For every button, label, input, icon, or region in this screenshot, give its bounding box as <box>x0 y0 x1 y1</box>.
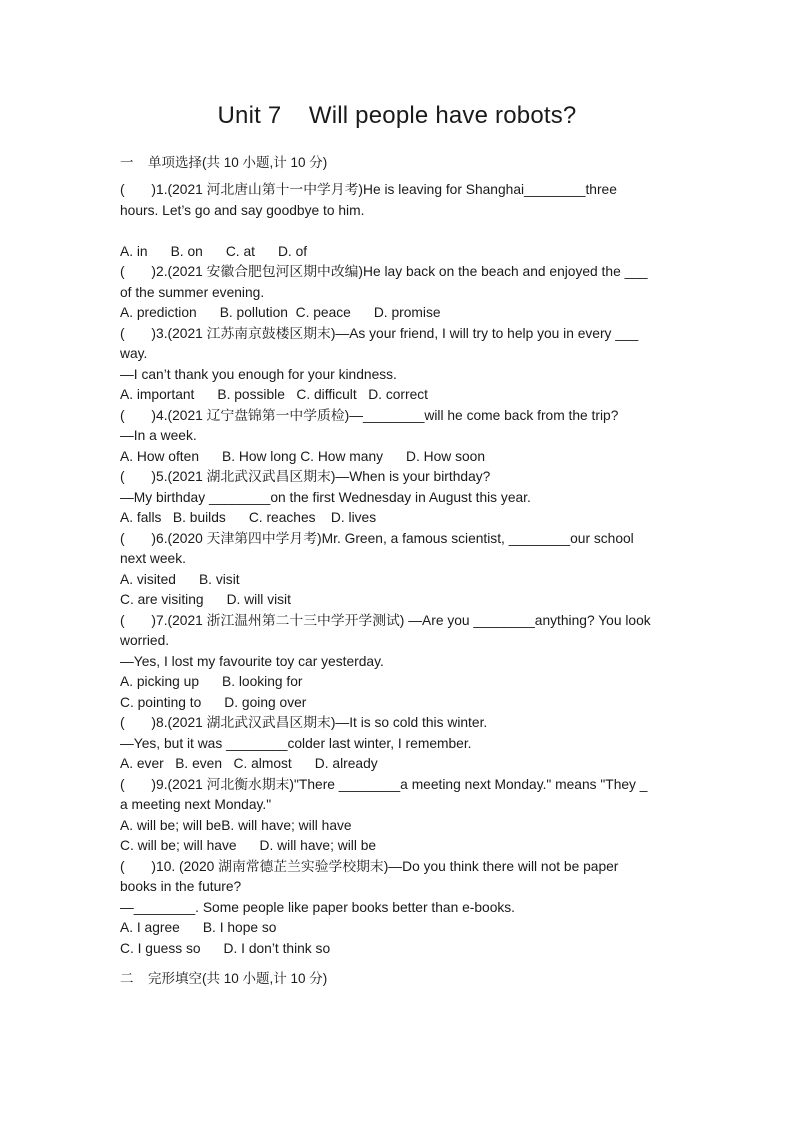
answer-options: A. prediction B. pollution C. peace D. promise <box>120 305 441 320</box>
answer-options: A. picking up B. looking for <box>120 674 303 689</box>
answer-options: A. How often B. How long C. How many D. How soon <box>120 448 485 464</box>
question-stem: ( )7.(2021 浙江温州第二十三中学开学测试) —Are you ________anything? You look <box>120 612 651 628</box>
answer-options: A. will be; will beB. will have; will have <box>120 817 352 833</box>
question-list <box>120 180 676 959</box>
question-text-line: —Yes, but it was ________colder last winter, I remember. <box>120 735 472 751</box>
answer-options: A. in B. on C. at D. of <box>120 243 308 259</box>
question-text-line: —In a week. <box>120 428 197 443</box>
question-item <box>120 529 676 611</box>
question-stem: ( )2.(2021 安徽合肥包河区期中改编)He lay back on the beach and enjoyed the ___ <box>120 264 648 279</box>
question-text-line: a meeting next Monday." <box>120 797 272 812</box>
question-stem: ( )4.(2021 辽宁盘锦第一中学质检)—________will he come back from the trip? <box>120 407 619 423</box>
question-text-line: —My birthday ________on the first Wednesday in August this year. <box>120 489 531 505</box>
section-heading-2 <box>120 967 327 987</box>
answer-options: A. I agree B. I hope so <box>120 920 277 935</box>
question-item <box>120 857 676 960</box>
question-text-line: —________. Some people like paper books better than e-books. <box>120 899 516 915</box>
question-stem: ( )9.(2021 河北衡水期末)"There ________a meeting next Monday." means "They _ <box>120 776 648 792</box>
answer-options: C. are visiting D. will visit <box>120 592 291 607</box>
question-text-line: hours. Let’s go and say goodbye to him. <box>120 202 365 218</box>
question-stem: ( )5.(2021 湖北武汉武昌区期末)—When is your birthday? <box>120 469 491 484</box>
question-stem: ( )10. (2020 湖南常德芷兰实验学校期末)—Do you think there will not be paper <box>120 858 619 874</box>
section-number: 一 <box>120 155 134 170</box>
question-stem: ( )8.(2021 湖北武汉武昌区期末)—It is so cold this winter. <box>120 715 488 730</box>
question-stem: ( )3.(2021 江苏南京鼓楼区期末)—As your friend, I will try to help you in every ___ <box>120 325 639 341</box>
answer-options: A. visited B. visit <box>120 571 240 587</box>
answer-options: C. pointing to D. going over <box>120 694 307 710</box>
question-text-line: —I can’t thank you enough for your kindness. <box>120 366 397 382</box>
question-item <box>120 324 676 406</box>
question-item <box>120 611 676 714</box>
section-label: 单项选择(共 10 小题,计 10 分) <box>148 155 328 170</box>
question-text-line: way. <box>120 346 148 361</box>
question-text-line: of the summer evening. <box>120 284 265 300</box>
section-label: 完形填空(共 10 小题,计 10 分) <box>148 971 328 986</box>
spacer <box>120 221 676 242</box>
page-title: Unit 7 Will people have robots? <box>217 102 577 129</box>
question-item <box>120 775 676 857</box>
answer-options: A. important B. possible C. difficult D. correct <box>120 387 428 402</box>
section-heading-1 <box>120 151 327 171</box>
question-item <box>120 467 676 529</box>
question-stem: ( )1.(2021 河北唐山第十一中学月考)He is leaving for Shanghai________three <box>120 182 617 197</box>
question-text-line: next week. <box>120 551 186 566</box>
question-text-line: —Yes, I lost my favourite toy car yesterday. <box>120 653 384 669</box>
question-item <box>120 180 676 262</box>
question-text-line: worried. <box>120 633 170 648</box>
answer-options: C. will be; will have D. will have; will be <box>120 838 377 853</box>
section-number: 二 <box>120 971 134 986</box>
question-text-line: books in the future? <box>120 879 242 894</box>
answer-options: A. ever B. even C. almost D. already <box>120 756 378 771</box>
question-item <box>120 406 676 468</box>
question-item <box>120 713 676 775</box>
answer-options: A. falls B. builds C. reaches D. lives <box>120 510 377 525</box>
question-item <box>120 262 676 324</box>
answer-options: C. I guess so D. I don’t think so <box>120 940 331 956</box>
question-stem: ( )6.(2020 天津第四中学月考)Mr. Green, a famous scientist, ________our school <box>120 530 634 546</box>
